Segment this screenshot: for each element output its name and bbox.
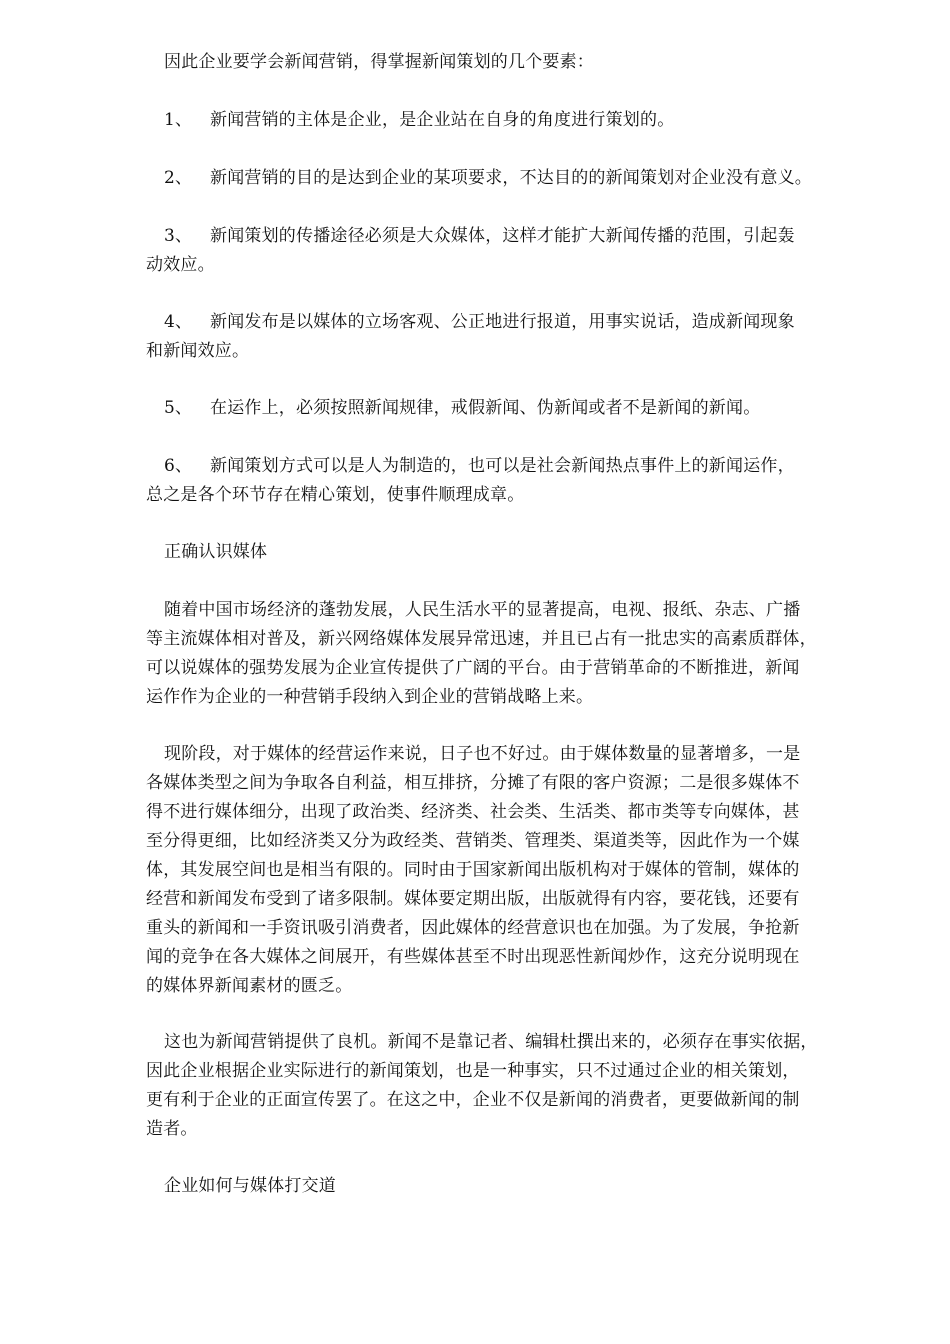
- paragraph-line: 等主流媒体相对普及，新兴网络媒体发展异常迅速，并且已占有一批忠实的高素质群体，: [146, 629, 817, 649]
- paragraph-line: 可以说媒体的强势发展为企业宣传提供了广阔的平台。由于营销革命的不断推进，新闻: [146, 658, 800, 678]
- paragraph-line: 经营和新闻发布受到了诸多限制。媒体要定期出版，出版就得有内容，要花钱，还要有: [146, 889, 800, 909]
- list-item-text: 新闻策划的传播途径必须是大众媒体，这样才能扩大新闻传播的范围，引起轰: [210, 226, 795, 246]
- list-item: [146, 106, 904, 135]
- paragraph-line: 因此企业根据企业实际进行的新闻策划，也是一种事实，只不过通过企业的相关策划，: [146, 1061, 800, 1081]
- paragraph-line: 各媒体类型之间为争取各自利益，相互排挤，分摊了有限的客户资源；二是很多媒体不: [146, 773, 800, 793]
- paragraph-line: 得不进行媒体细分，出现了政治类、经济类、社会类、生活类、都市类等专向媒体，甚: [146, 802, 800, 822]
- list-item-text: 新闻营销的主体是企业，是企业站在自身的角度进行策划的。: [210, 110, 675, 130]
- list-item-text: 新闻策划方式可以是人为制造的，也可以是社会新闻热点事件上的新闻运作，: [210, 456, 795, 476]
- paragraph-line: 至分得更细，比如经济类又分为政经类、营销类、管理类、渠道类等，因此作为一个媒: [146, 831, 800, 851]
- section-heading: 正确认识媒体: [164, 542, 268, 562]
- paragraph-line: 造者。: [146, 1119, 198, 1139]
- list-item-continuation: 动效应。: [146, 255, 215, 275]
- paragraph-line: 更有利于企业的正面宣传罢了。在这之中，企业不仅是新闻的消费者，更要做新闻的制: [146, 1090, 800, 1110]
- list-item: [146, 452, 904, 481]
- list-item-continuation: 和新闻效应。: [146, 341, 250, 361]
- list-item: [146, 164, 904, 193]
- list-item-number: 6、: [164, 456, 193, 476]
- list-item: [146, 222, 904, 251]
- paragraph-line: 运作作为企业的一种营销手段纳入到企业的营销战略上来。: [146, 687, 594, 707]
- list-item-number: 5、: [164, 398, 193, 418]
- paragraph-line: 重头的新闻和一手资讯吸引消费者，因此媒体的经营意识也在加强。为了发展，争抢新: [146, 918, 800, 938]
- list-item-text: 在运作上，必须按照新闻规律，戒假新闻、伪新闻或者不是新闻的新闻。: [210, 398, 761, 418]
- list-item-text: 新闻发布是以媒体的立场客观、公正地进行报道，用事实说话，造成新闻现象: [210, 312, 795, 332]
- list-item-number: 3、: [164, 226, 193, 246]
- list-item-continuation: 总之是各个环节存在精心策划，使事件顺理成章。: [146, 485, 525, 505]
- paragraph-line: 现阶段，对于媒体的经营运作来说，日子也不好过。由于媒体数量的显著增多，一是: [164, 744, 801, 764]
- list-item: [146, 308, 904, 337]
- intro-text: 因此企业要学会新闻营销，得掌握新闻策划的几个要素：: [164, 52, 594, 72]
- paragraph-line: 这也为新闻营销提供了良机。新闻不是靠记者、编辑杜撰出来的，必须存在事实依据，: [164, 1032, 818, 1052]
- list-item-number: 2、: [164, 168, 193, 188]
- paragraph-line: 闻的竞争在各大媒体之间展开，有些媒体甚至不时出现恶性新闻炒作，这充分说明现在: [146, 947, 800, 967]
- list-item-number: 1、: [164, 110, 193, 130]
- list-item-text: 新闻营销的目的是达到企业的某项要求，不达目的的新闻策划对企业没有意义。: [210, 168, 812, 188]
- section-heading: 企业如何与媒体打交道: [164, 1176, 336, 1196]
- list-item: [146, 394, 904, 423]
- list-item-number: 4、: [164, 312, 193, 332]
- paragraph-line: 的媒体界新闻素材的匮乏。: [146, 976, 353, 996]
- paragraph-line: 随着中国市场经济的蓬勃发展，人民生活水平的显著提高，电视、报纸、杂志、广播: [164, 600, 801, 620]
- paragraph-line: 体，其发展空间也是相当有限的。同时由于国家新闻出版机构对于媒体的管制，媒体的: [146, 860, 800, 880]
